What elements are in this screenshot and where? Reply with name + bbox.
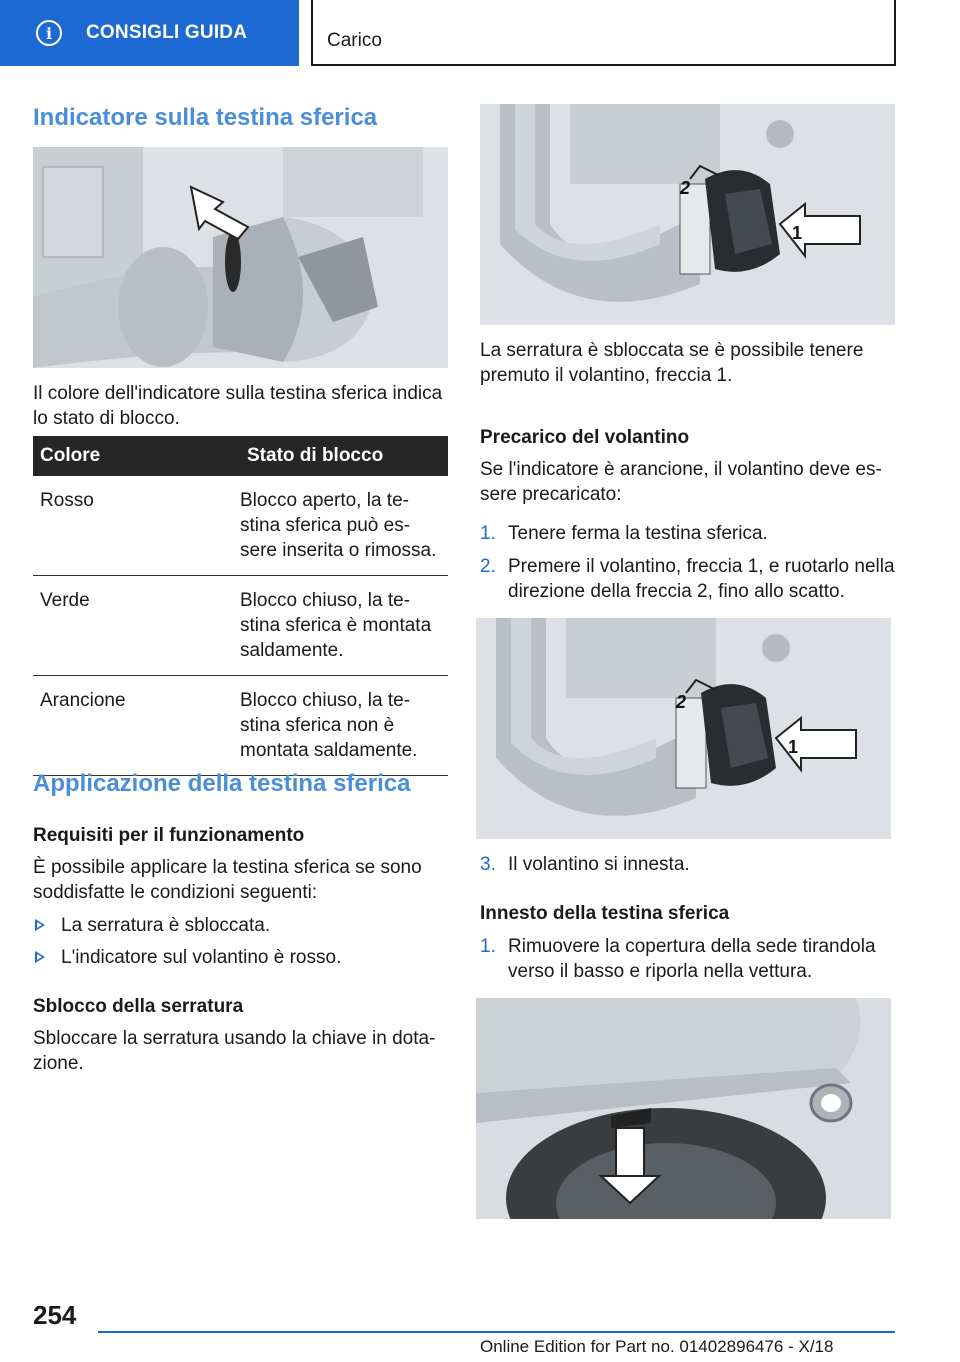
page-number: 254 xyxy=(33,1300,77,1330)
edition-text: Online Edition for Part no. 01402896476 - X/18 xyxy=(480,1337,834,1356)
list-item: La serratura è sbloccata. xyxy=(33,913,453,938)
section-header xyxy=(311,0,896,66)
fig-label: 2 xyxy=(680,178,691,198)
figure-handwheel-2 xyxy=(476,618,891,839)
fig-label: 1 xyxy=(792,223,803,243)
heading-apply: Applicazione della testina sferica xyxy=(33,770,411,797)
handwheel-illustration xyxy=(480,104,895,325)
table-header-color: Colore xyxy=(33,436,240,476)
lock-state-table xyxy=(33,436,448,776)
fig-label: 1 xyxy=(788,737,799,757)
table-cell-state: Blocco aperto, la te- stina sferica può es- sere inserita o rimossa. xyxy=(240,476,448,576)
preload-text: Se l'indicatore è arancione, il volantino deve es- sere precaricato: xyxy=(480,459,882,505)
bumper-cover-illustration xyxy=(476,998,891,1219)
table-header-state: Stato di blocco xyxy=(240,436,448,476)
list-item: 3. Il volantino si innesta. xyxy=(480,854,690,875)
requirements-text: È possibile applicare la testina sferica se sono soddisfatte le condizioni seguenti: xyxy=(33,857,422,903)
info-icon: i xyxy=(36,20,62,46)
table-cell-state: Blocco chiuso, la te- stina sferica non è montata saldamente. xyxy=(240,676,448,776)
list-item: 2. Premere il volantino, freccia 1, e ruotarlo nella direzione della freccia 2, fino allo scatto. xyxy=(480,556,895,602)
unlock-text: Sbloccare la serratura usando la chiave in dota- zione. xyxy=(33,1028,436,1074)
footer-divider xyxy=(98,1331,895,1333)
heading-indicator: Indicatore sulla testina sferica xyxy=(33,104,378,131)
list-item: 1. Rimuovere la copertura della sede tirandola verso il basso e riporla nella vettura. xyxy=(480,936,876,982)
figure-indicator-ball xyxy=(33,147,448,368)
figure-cover-removal xyxy=(476,998,891,1219)
bullet-triangle-icon xyxy=(35,951,45,963)
heading-requirements: Requisiti per il funzionamento xyxy=(33,825,305,846)
unlock-caption: La serratura è sbloccata se è possibile tenere premuto il volantino, freccia 1. xyxy=(480,340,864,386)
heading-insert: Innesto della testina sferica xyxy=(480,903,730,924)
table-cell-color: Arancione xyxy=(33,676,240,776)
intro-text: Il colore dell'indicatore sulla testina sferica indica lo stato di blocco. xyxy=(33,383,443,429)
table-cell-color: Verde xyxy=(33,576,240,676)
table-row xyxy=(33,576,448,676)
ball-head-illustration xyxy=(33,147,448,368)
fig-label: 2 xyxy=(676,692,687,712)
list-item: L'indicatore sul volantino è rosso. xyxy=(33,945,453,970)
list-item: 1. Tenere ferma la testina sferica. xyxy=(480,523,768,544)
heading-preload: Precarico del volantino xyxy=(480,427,690,448)
figure-handwheel-1 xyxy=(480,104,895,325)
table-row xyxy=(33,676,448,776)
table-cell-state: Blocco chiuso, la te- stina sferica è montata saldamente. xyxy=(240,576,448,676)
table-header-row xyxy=(33,436,448,476)
table-row xyxy=(33,476,448,576)
bullet-triangle-icon xyxy=(35,919,45,931)
chapter-tab[interactable] xyxy=(0,0,299,66)
heading-unlock: Sblocco della serratura xyxy=(33,996,244,1017)
handwheel-illustration xyxy=(476,618,891,839)
section-title: Carico xyxy=(327,30,382,51)
chapter-label: CONSIGLI GUIDA xyxy=(86,22,248,43)
table-cell-color: Rosso xyxy=(33,476,240,576)
